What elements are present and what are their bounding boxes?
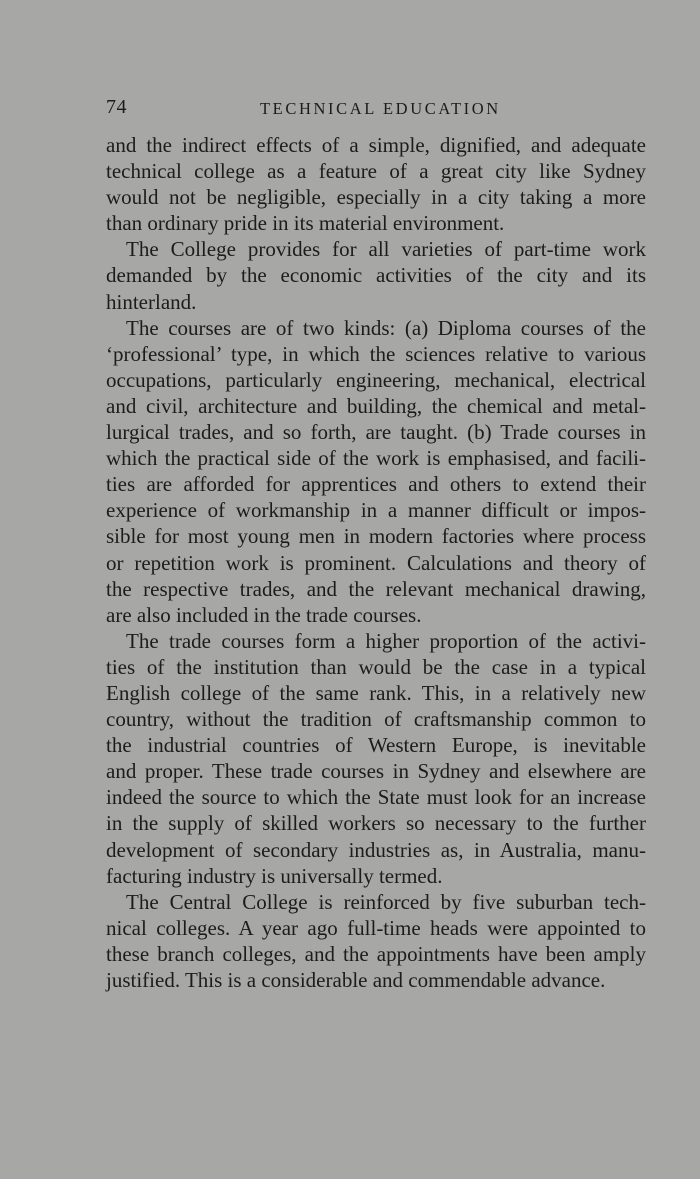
text-line: or repetition work is prominent. Calculations and theory of	[106, 550, 646, 575]
text-line: lurgical trades, and so forth, are taught. (b) Trade courses in	[106, 420, 646, 445]
text-line: demanded by the economic activities of the city and its	[106, 263, 646, 288]
text-line: are also included in the trade courses.	[106, 602, 422, 627]
body-text	[106, 132, 646, 993]
text-line: and civil, architecture and building, the chemical and metal-	[106, 393, 646, 418]
text-line: ties are afforded for apprentices and others to extend their	[106, 472, 646, 497]
text-line: and proper. These trade courses in Sydney and elsewhere are	[106, 759, 646, 784]
text-line: English college of the same rank. This, in a relatively new	[106, 680, 646, 705]
text-line: experience of workmanship in a manner difficult or impos-	[106, 498, 646, 523]
text-line: indeed the source to which the State must look for an increase	[106, 785, 646, 810]
text-line: facturing industry is universally termed.	[106, 863, 443, 888]
text-line: development of secondary industries as, in Australia, manu-	[106, 837, 646, 862]
text-line: The courses are of two kinds: (a) Diploma courses of the	[126, 315, 646, 340]
running-title: TECHNICAL EDUCATION	[260, 99, 501, 118]
page-number: 74	[106, 96, 127, 118]
text-line: The College provides for all varieties of part-time work	[126, 237, 646, 262]
text-line: technical college as a feature of a great city like Sydney	[106, 159, 646, 184]
paragraph	[106, 628, 646, 889]
text-line: and the indirect effects of a simple, dignified, and adequate	[106, 133, 646, 157]
text-line: in the supply of skilled workers so necessary to the further	[106, 811, 646, 836]
text-line: country, without the tradition of craftsmanship common to	[106, 707, 646, 732]
text-line: ‘professional’ type, in which the sciences relative to various	[106, 341, 646, 366]
text-line: the industrial countries of Western Europe, is inevitable	[106, 733, 646, 758]
text-line: hinterland.	[106, 289, 197, 314]
text-line: which the practical side of the work is emphasised, and facili-	[106, 446, 646, 471]
page-header	[106, 96, 646, 126]
text-line: ties of the institution than would be the case in a typical	[106, 654, 646, 679]
text-line: these branch colleges, and the appointments have been amply	[106, 941, 646, 966]
text-line: The Central College is reinforced by five suburban tech-	[126, 889, 646, 914]
text-line: nical colleges. A year ago full-time heads were appointed to	[106, 915, 646, 940]
text-line: The trade courses form a higher proportion of the activi-	[126, 628, 646, 653]
text-line: justified. This is a considerable and commendable advance.	[106, 968, 606, 992]
text-line: would not be negligible, especially in a city taking a more	[106, 185, 646, 210]
text-line: sible for most young men in modern factories where process	[106, 524, 646, 549]
book-page	[106, 96, 646, 993]
text-line: than ordinary pride in its material environment.	[106, 211, 505, 236]
paragraph	[106, 132, 646, 236]
text-line: occupations, particularly engineering, mechanical, electrical	[106, 367, 646, 392]
paragraph	[106, 315, 646, 628]
text-line: the respective trades, and the relevant mechanical drawing,	[106, 576, 646, 601]
paragraph	[106, 889, 646, 993]
paragraph	[106, 236, 646, 314]
